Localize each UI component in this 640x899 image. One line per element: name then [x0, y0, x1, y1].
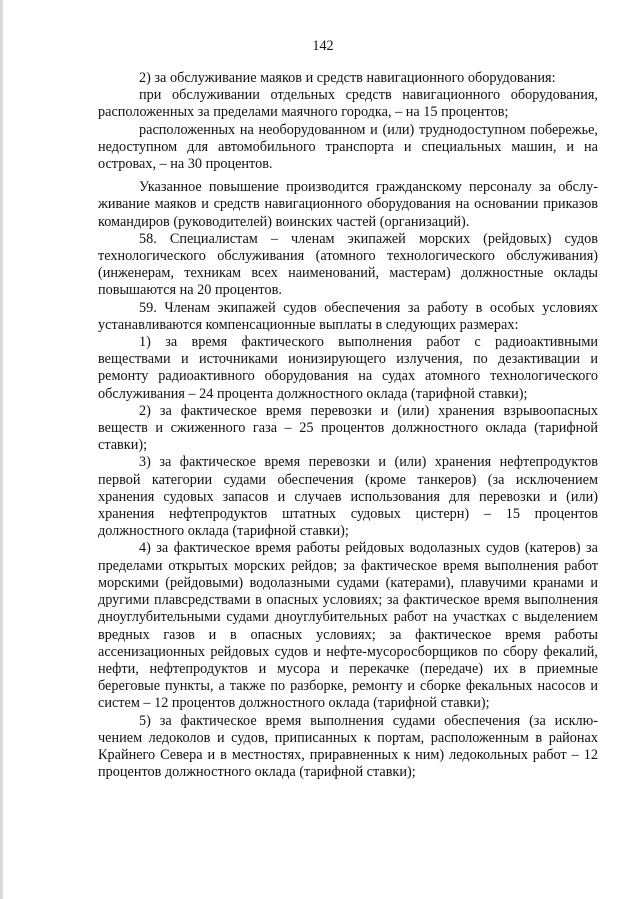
paragraph-lighthouse-remote: расположенных на необорудованном и (или) труднодоступном побережье, недоступном для автомобильного транспорта и специальных машин, и на островах, – на 30 процентов.: [98, 121, 598, 173]
paragraph-lighthouse-outside: при обслуживании отдельных средств навигационного оборудования, расположенных за пределами маячного городка, – на 15 процентов;: [98, 87, 598, 121]
paragraph-civil-personnel: Указанное повышение производится гражданскому персоналу за обслу-живание маяков и средств навигационного оборудования на основании приказов командиров (руководителей) воинских частей (организаций).: [98, 179, 598, 230]
document-body: [98, 70, 598, 781]
page-number: 142: [312, 38, 334, 54]
paragraph-subitem-1: 1) за время фактического выполнения работ с радиоактивными веществами и источниками ионизирующего излучения, по дезактивации и ремонту радиоактивного оборудования на судах атомного технологического обслуживания – 24 процента должностного оклада (тарифной ставки);: [98, 334, 598, 402]
paragraph-clause-59: 59. Членам экипажей судов обеспечения за работу в особых условиях устанавливаются компенсационные выплаты в следующих размерах:: [98, 299, 598, 333]
paragraph-item-2-heading: 2) за обслуживание маяков и средств навигационного оборудования:: [139, 70, 556, 86]
paragraph-subitem-3: 3) за фактическое время перевозки и (или) хранения нефтепродуктов первой категории судами обеспечения (кроме танкеров) (за исключением хранения судовых запасов и случаев использования для перевозки и (или) хранения нефтепродуктов штатных судовых цистерн) – 15 процентов должностного оклада (тарифной ставки);: [98, 454, 598, 540]
paragraph-subitem-4: 4) за фактическое время работы рейдовых водолазных судов (катеров) за пределами открытых морских рейдов; за фактическое время выполнения работ морскими (рейдовыми) водолазными судами (катерами), плавучими кранами и другими плавсредствами в опасных условиях; за фактическое время выполнения дноуглубительными судами дноуглубительных работ на участках с выделением вредных газов и в опасных условиях; за фактическое время работы ассенизационных рейдовых судов и нефте-мусоросборщиков по сбору фекалий, нефти, нефтепродуктов и мусора и перекачке (передаче) их в приемные береговые пункты, а также по разборке, ремонту и сборке фекальных насосов и систем – 12 процентов должностного оклада (тарифной ставки);: [98, 540, 598, 712]
paragraph-subitem-2: 2) за фактическое время перевозки и (или) хранения взрывоопасных веществ и сжиженного газа – 25 процентов должностного оклада (тарифной ставки);: [98, 402, 598, 454]
paragraph-clause-58: 58. Специалистам – членам экипажей морских (рейдовых) судов технологического обслуживания (атомного технологического обслуживания) (инженерам, техникам всех наименований, мастерам) должностные оклады повышаются на 20 процентов.: [98, 230, 598, 299]
paragraph-subitem-5: 5) за фактическое время выполнения судами обеспечения (за исклю-чением ледоколов и судов, приписанных к портам, расположенным в районах Крайнего Севера и в местностях, приравненных к ним) ледокольных работ – 12 процентов должностного оклада (тарифной ставки);: [98, 712, 598, 781]
